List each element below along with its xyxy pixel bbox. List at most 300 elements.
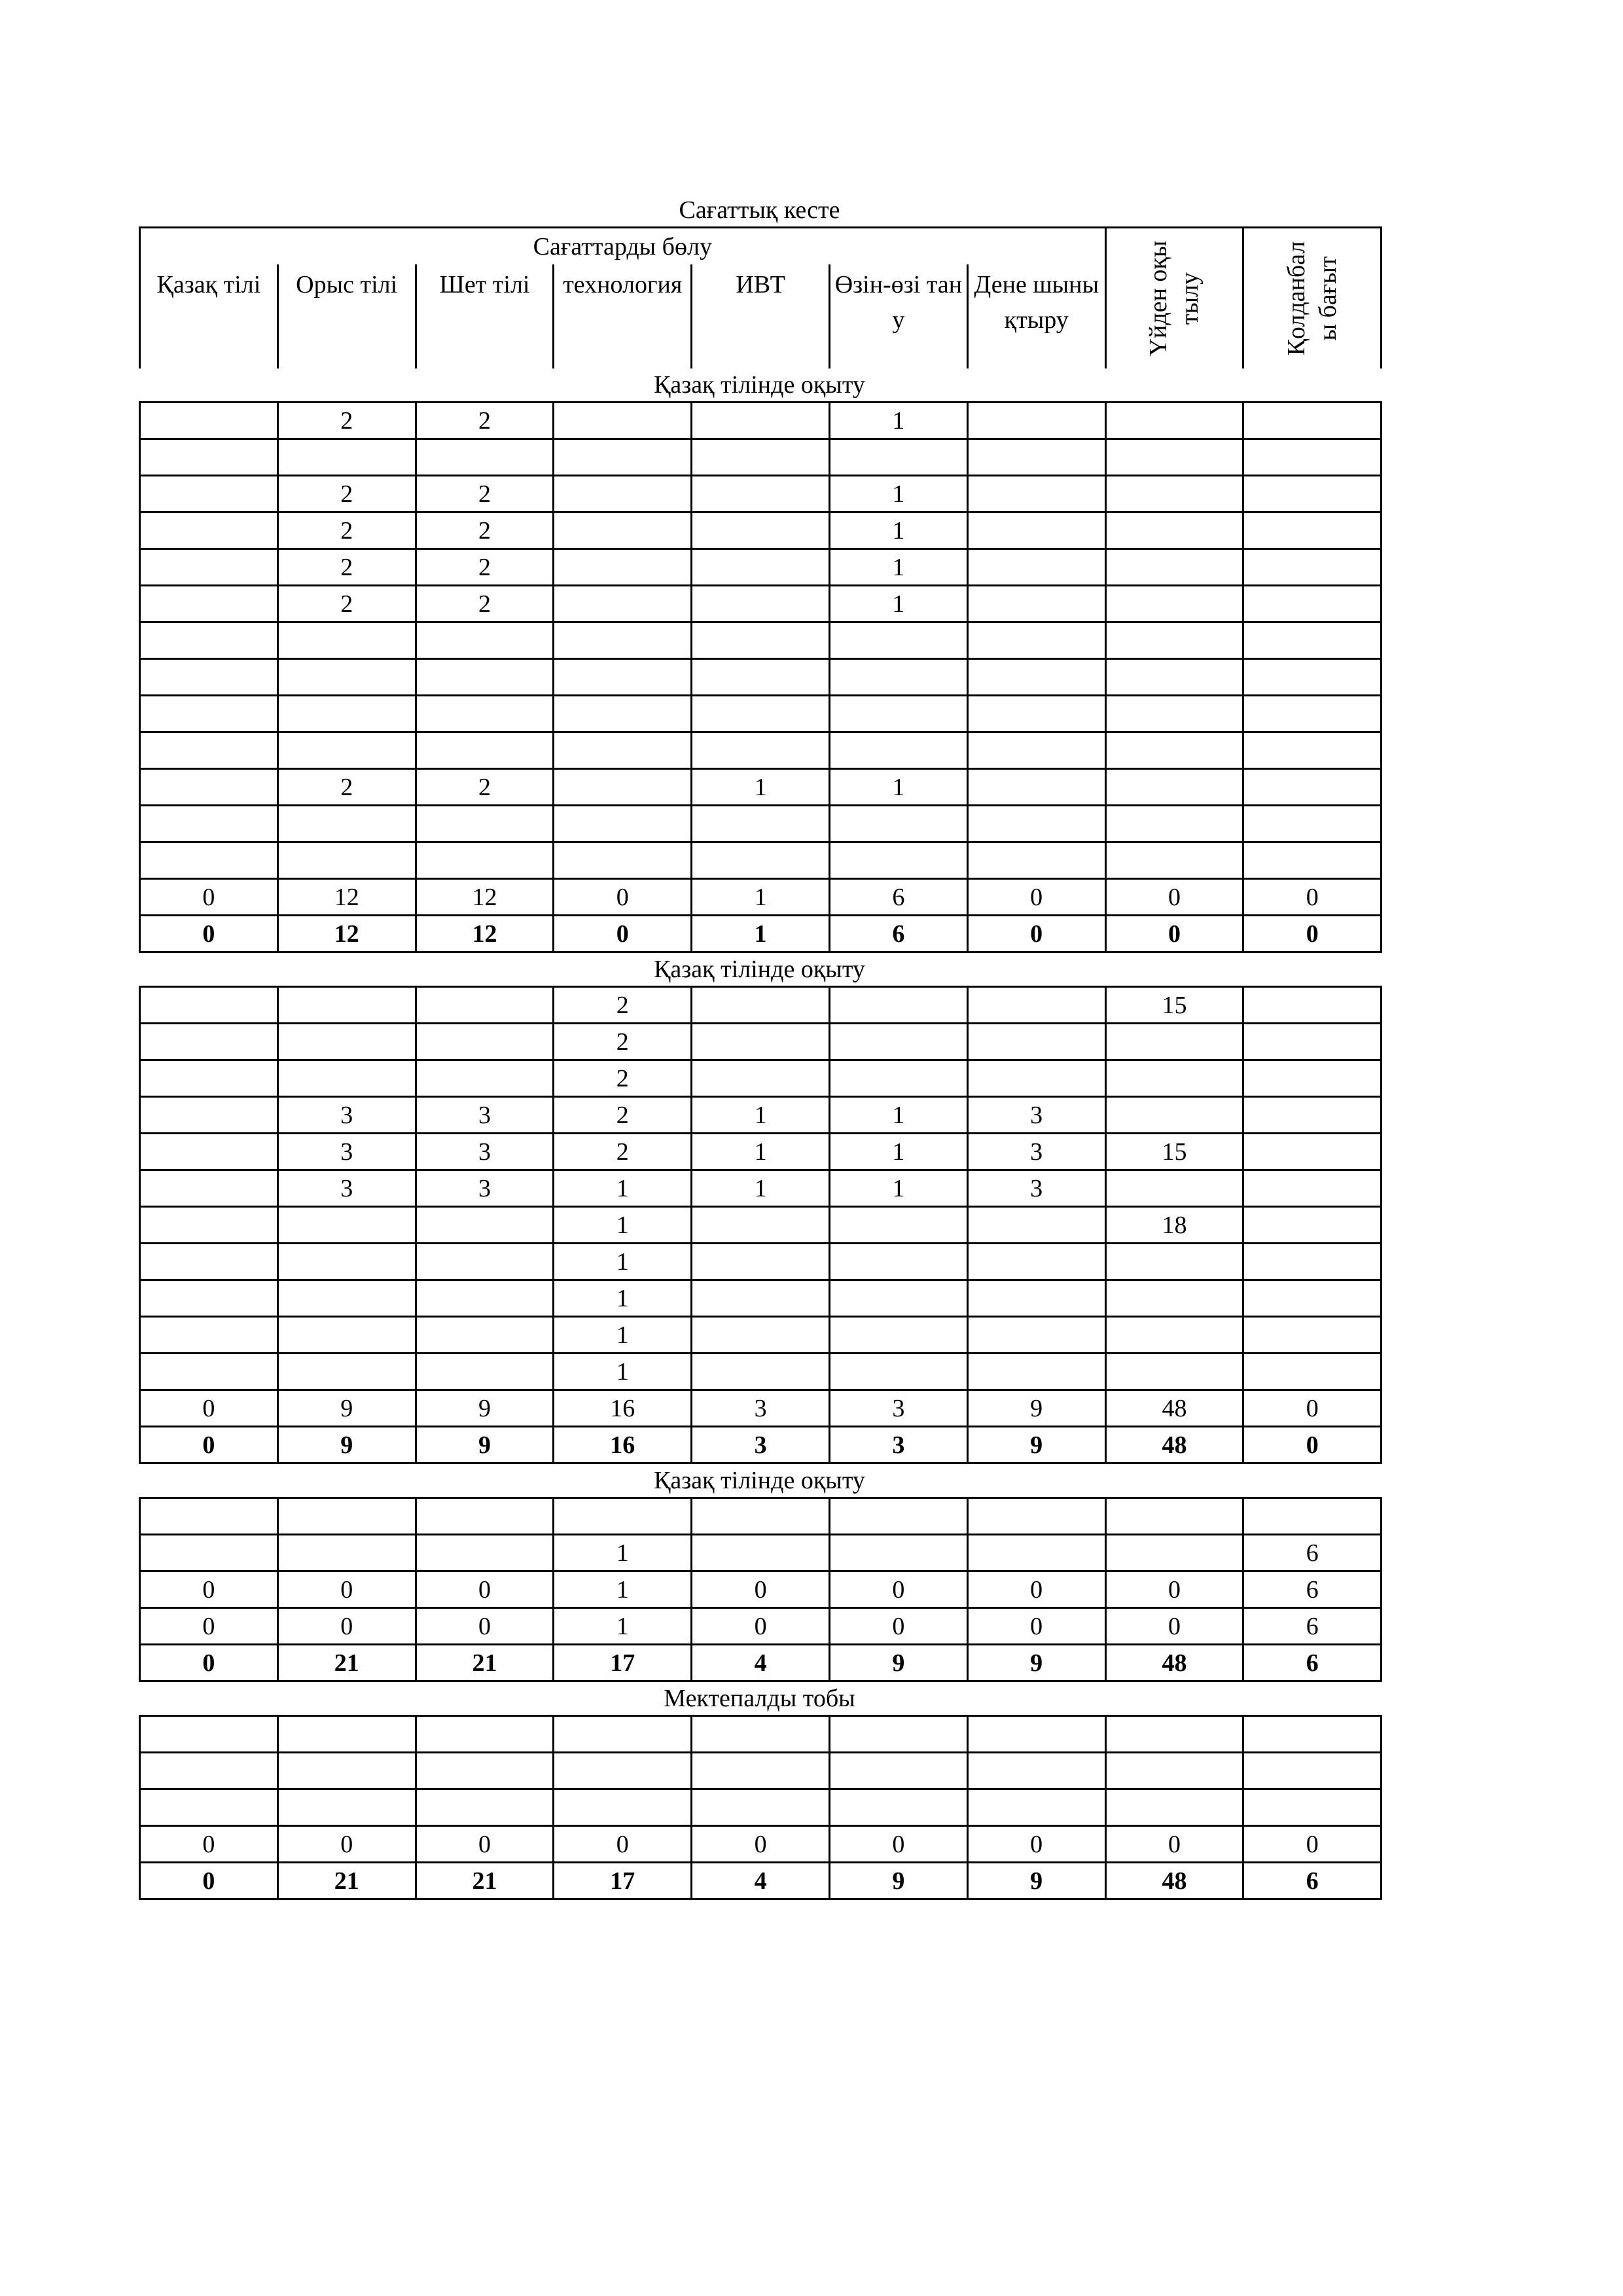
table-cell: 1 [554, 1170, 692, 1207]
table-cell [140, 1535, 278, 1571]
table-cell [140, 1789, 278, 1826]
table-cell [1243, 696, 1382, 732]
table-row [140, 1060, 1382, 1097]
table-cell [140, 1207, 278, 1244]
table-cell [1243, 1716, 1382, 1753]
total-cell: 0 [140, 1863, 278, 1899]
table-cell [1105, 696, 1243, 732]
table-cell [692, 1716, 830, 1753]
table-cell: 6 [1243, 1571, 1382, 1608]
table-cell [967, 769, 1105, 806]
table-cell [829, 1060, 967, 1097]
table-cell [277, 1753, 416, 1789]
total-cell: 48 [1105, 1645, 1243, 1681]
header-column-label-0: Қазақ тілі [156, 271, 261, 298]
total-cell: 3 [692, 1427, 830, 1463]
table-cell [554, 476, 692, 512]
table-cell [1243, 659, 1382, 696]
table-cell [277, 1535, 416, 1571]
table-row [140, 1789, 1382, 1826]
table-cell: 1 [554, 1280, 692, 1317]
table-cell [1243, 769, 1382, 806]
table-cell [1243, 1498, 1382, 1535]
table-cell [692, 1535, 830, 1571]
table-cell [967, 659, 1105, 696]
document-title: Сағаттық кесте [679, 196, 840, 224]
table-cell: 1 [692, 879, 830, 916]
header-applied-direction [1243, 228, 1382, 369]
table-cell: 1 [829, 1170, 967, 1207]
table-cell [967, 1716, 1105, 1753]
table-cell: 3 [277, 1134, 416, 1170]
table-cell [829, 1244, 967, 1280]
table-cell [140, 403, 278, 439]
table-cell: 2 [277, 476, 416, 512]
header-column-label-6: Дене шынықтыру [974, 271, 1099, 334]
table-cell [1243, 732, 1382, 769]
table-cell [1243, 1317, 1382, 1354]
table-cell [829, 1535, 967, 1571]
table-cell: 0 [1243, 1826, 1382, 1863]
header-column-label-4: ИВТ [736, 271, 785, 298]
table-cell: 12 [416, 879, 554, 916]
section-caption: Қазақ тілінде оқыту [654, 371, 865, 399]
table-cell: 0 [277, 1571, 416, 1608]
table-row [140, 1244, 1382, 1280]
table-row [140, 1608, 1382, 1645]
table-cell: 15 [1105, 987, 1243, 1024]
table-row [140, 879, 1382, 916]
table-cell [140, 476, 278, 512]
table-cell [1105, 1753, 1243, 1789]
table-row [140, 1207, 1382, 1244]
table-row [140, 439, 1382, 476]
table-cell: 6 [829, 879, 967, 916]
table-row [140, 1571, 1382, 1608]
table-cell: 2 [277, 549, 416, 586]
total-cell: 0 [1243, 1427, 1382, 1463]
table-cell [967, 1280, 1105, 1317]
table-cell [967, 512, 1105, 549]
table-cell: 2 [554, 1060, 692, 1097]
total-row [140, 1427, 1382, 1463]
table-cell [829, 842, 967, 879]
table-cell [829, 622, 967, 659]
table-cell [692, 439, 830, 476]
table-cell [692, 987, 830, 1024]
table-row [140, 1716, 1382, 1753]
table-cell [1243, 439, 1382, 476]
table-cell [1105, 1716, 1243, 1753]
table-cell [277, 1354, 416, 1390]
table-cell: 1 [554, 1317, 692, 1354]
table-cell [277, 732, 416, 769]
total-cell: 0 [140, 916, 278, 952]
table-cell: 0 [140, 1571, 278, 1608]
table-cell [829, 1753, 967, 1789]
total-row [140, 1863, 1382, 1899]
table-row [140, 549, 1382, 586]
table-cell [416, 1024, 554, 1060]
table-cell [416, 696, 554, 732]
table-cell: 1 [554, 1571, 692, 1608]
table-cell [140, 1244, 278, 1280]
table-cell: 1 [554, 1354, 692, 1390]
section-table [139, 1715, 1382, 1900]
document-page [139, 190, 1380, 1900]
table-cell [829, 1280, 967, 1317]
table-cell [554, 549, 692, 586]
table-cell: 0 [416, 1571, 554, 1608]
table-cell [140, 439, 278, 476]
table-cell: 9 [277, 1390, 416, 1427]
table-cell [829, 1498, 967, 1535]
section-table [139, 1497, 1382, 1682]
section-table [139, 986, 1382, 1464]
table-cell [1105, 659, 1243, 696]
table-cell [692, 659, 830, 696]
table-cell: 3 [416, 1170, 554, 1207]
section-caption: Қазақ тілінде оқыту [654, 956, 865, 983]
table-cell [1105, 1498, 1243, 1535]
table-cell [1243, 1789, 1382, 1826]
total-cell: 21 [416, 1863, 554, 1899]
total-cell: 0 [1105, 916, 1243, 952]
table-cell [1105, 586, 1243, 622]
table-row [140, 732, 1382, 769]
table-cell [277, 1207, 416, 1244]
table-cell: 0 [1243, 879, 1382, 916]
table-cell [1105, 1097, 1243, 1134]
table-cell: 1 [692, 1170, 830, 1207]
table-cell [416, 439, 554, 476]
table-cell: 0 [554, 879, 692, 916]
table-cell [1105, 549, 1243, 586]
table-cell [692, 1789, 830, 1826]
table-cell [1105, 1060, 1243, 1097]
table-cell [554, 586, 692, 622]
table-cell [1105, 1354, 1243, 1390]
table-cell: 2 [416, 549, 554, 586]
table-cell [1243, 1244, 1382, 1280]
table-cell: 2 [416, 403, 554, 439]
table-cell [1105, 1280, 1243, 1317]
table-row [140, 806, 1382, 842]
table-cell [416, 1354, 554, 1390]
header-column-0 [140, 264, 278, 368]
table-cell [829, 732, 967, 769]
table-cell: 2 [416, 512, 554, 549]
table-row [140, 1753, 1382, 1789]
table-cell: 0 [967, 1571, 1105, 1608]
table-cell: 3 [277, 1097, 416, 1134]
header-group-row [140, 228, 1382, 265]
table-row [140, 842, 1382, 879]
table-cell [692, 1498, 830, 1535]
header-column-5 [829, 264, 967, 368]
table-cell: 2 [277, 403, 416, 439]
table-cell: 0 [277, 1608, 416, 1645]
table-cell [140, 987, 278, 1024]
table-cell [140, 1354, 278, 1390]
table-cell [1105, 1170, 1243, 1207]
table-cell [416, 1498, 554, 1535]
table-cell: 1 [554, 1608, 692, 1645]
table-cell [829, 1716, 967, 1753]
table-cell [277, 1716, 416, 1753]
table-cell: 3 [829, 1390, 967, 1427]
table-cell: 0 [140, 879, 278, 916]
table-cell [277, 1024, 416, 1060]
table-cell [140, 1716, 278, 1753]
table-cell [1243, 1024, 1382, 1060]
table-row [140, 659, 1382, 696]
total-cell: 0 [554, 916, 692, 952]
table-cell [554, 842, 692, 879]
total-cell: 9 [967, 1645, 1105, 1681]
table-cell: 3 [416, 1134, 554, 1170]
table-cell [1243, 476, 1382, 512]
table-cell [554, 1753, 692, 1789]
table-cell [829, 659, 967, 696]
table-cell: 12 [277, 879, 416, 916]
table-cell: 0 [692, 1608, 830, 1645]
total-cell: 48 [1105, 1863, 1243, 1899]
table-cell: 3 [967, 1170, 1105, 1207]
table-cell [277, 1317, 416, 1354]
table-cell [554, 1789, 692, 1826]
table-cell [140, 696, 278, 732]
table-cell [416, 806, 554, 842]
total-cell: 21 [416, 1645, 554, 1681]
table-cell [967, 1244, 1105, 1280]
table-cell: 0 [140, 1608, 278, 1645]
table-row [140, 403, 1382, 439]
table-cell [967, 1207, 1105, 1244]
table-cell: 0 [140, 1390, 278, 1427]
table-cell [1243, 806, 1382, 842]
table-cell [1243, 549, 1382, 586]
table-cell: 1 [554, 1535, 692, 1571]
table-row [140, 622, 1382, 659]
table-cell [1243, 1170, 1382, 1207]
table-cell [1105, 1789, 1243, 1826]
table-cell [277, 1789, 416, 1826]
table-cell [1243, 1207, 1382, 1244]
table-cell [140, 1753, 278, 1789]
table-cell [967, 476, 1105, 512]
header-column-label-1: Орыс тілі [296, 271, 398, 298]
table-cell [967, 987, 1105, 1024]
table-cell [829, 1789, 967, 1826]
table-cell [416, 1244, 554, 1280]
table-cell [140, 622, 278, 659]
table-cell: 0 [1105, 1571, 1243, 1608]
header-column-1 [277, 264, 416, 368]
table-cell [967, 732, 1105, 769]
section-caption: Қазақ тілінде оқыту [654, 1467, 865, 1494]
table-row [140, 1170, 1382, 1207]
table-cell: 2 [277, 586, 416, 622]
table-cell [416, 622, 554, 659]
table-row [140, 1024, 1382, 1060]
table-cell: 1 [692, 769, 830, 806]
table-cell: 3 [692, 1390, 830, 1427]
table-row [140, 586, 1382, 622]
table-cell: 1 [829, 586, 967, 622]
table-cell [967, 1317, 1105, 1354]
table-cell [967, 1354, 1105, 1390]
table-cell [1243, 512, 1382, 549]
table-cell [692, 512, 830, 549]
table-cell [140, 586, 278, 622]
table-cell: 1 [829, 769, 967, 806]
total-cell: 21 [277, 1863, 416, 1899]
total-cell: 0 [140, 1427, 278, 1463]
table-cell: 3 [416, 1097, 554, 1134]
table-row [140, 987, 1382, 1024]
table-cell [1243, 1097, 1382, 1134]
vertical-label-home-schooling: Үйден оқытылу [1145, 240, 1204, 357]
table-cell: 2 [277, 512, 416, 549]
total-cell: 21 [277, 1645, 416, 1681]
table-cell [692, 403, 830, 439]
table-cell [1243, 1354, 1382, 1390]
table-cell [140, 659, 278, 696]
table-cell: 6 [1243, 1608, 1382, 1645]
table-cell: 1 [692, 1134, 830, 1170]
total-row [140, 916, 1382, 952]
table-cell [692, 842, 830, 879]
table-cell [1105, 732, 1243, 769]
table-cell: 15 [1105, 1134, 1243, 1170]
table-row [140, 1498, 1382, 1535]
table-cell [416, 1317, 554, 1354]
table-cell [277, 696, 416, 732]
table-cell [416, 1207, 554, 1244]
header-table [139, 226, 1382, 368]
table-cell [829, 439, 967, 476]
table-cell [416, 732, 554, 769]
total-cell: 6 [1243, 1863, 1382, 1899]
table-row [140, 1097, 1382, 1134]
table-cell [1243, 1134, 1382, 1170]
table-cell [1105, 769, 1243, 806]
table-cell [967, 549, 1105, 586]
table-cell: 1 [829, 476, 967, 512]
table-cell [277, 1244, 416, 1280]
total-cell: 0 [1243, 916, 1382, 952]
table-cell: 0 [1243, 1390, 1382, 1427]
table-cell [140, 806, 278, 842]
table-cell [277, 842, 416, 879]
table-cell: 1 [829, 1134, 967, 1170]
table-cell: 9 [967, 1390, 1105, 1427]
table-cell [554, 1498, 692, 1535]
table-cell [692, 1060, 830, 1097]
table-cell [140, 1170, 278, 1207]
table-cell: 0 [1105, 1826, 1243, 1863]
total-cell: 12 [277, 916, 416, 952]
table-cell [1105, 403, 1243, 439]
total-cell: 3 [829, 1427, 967, 1463]
table-cell [554, 622, 692, 659]
table-cell: 16 [554, 1390, 692, 1427]
table-cell [829, 806, 967, 842]
table-cell: 2 [416, 769, 554, 806]
table-cell: 48 [1105, 1390, 1243, 1427]
table-cell [140, 732, 278, 769]
table-cell [829, 1354, 967, 1390]
header-group-label: Сағаттарды бөлу [140, 228, 1106, 265]
table-cell: 2 [554, 1024, 692, 1060]
table-cell: 0 [967, 879, 1105, 916]
table-cell [692, 549, 830, 586]
table-cell [554, 659, 692, 696]
table-cell [140, 1097, 278, 1134]
table-cell [140, 512, 278, 549]
total-cell: 9 [967, 1427, 1105, 1463]
table-row [140, 1280, 1382, 1317]
table-cell [277, 1280, 416, 1317]
table-cell: 0 [1105, 1608, 1243, 1645]
table-cell [692, 1354, 830, 1390]
total-cell: 9 [829, 1863, 967, 1899]
table-cell [967, 1535, 1105, 1571]
table-cell [416, 1535, 554, 1571]
table-cell: 0 [829, 1608, 967, 1645]
table-row [140, 696, 1382, 732]
total-cell: 48 [1105, 1427, 1243, 1463]
table-cell [829, 1317, 967, 1354]
table-cell [967, 1789, 1105, 1826]
header-column-label-3: технология [563, 271, 683, 298]
table-cell [967, 586, 1105, 622]
table-cell [967, 439, 1105, 476]
table-cell [277, 1498, 416, 1535]
sections-container [139, 368, 1380, 1900]
header-column-6 [967, 264, 1105, 368]
table-cell [140, 842, 278, 879]
table-cell [1105, 622, 1243, 659]
total-cell: 0 [967, 916, 1105, 952]
table-cell [692, 696, 830, 732]
table-cell [1243, 622, 1382, 659]
table-cell [554, 806, 692, 842]
vertical-label-applied-direction: Қолданбалы бағыт [1283, 241, 1342, 356]
total-cell: 9 [277, 1427, 416, 1463]
table-cell [277, 439, 416, 476]
table-cell [416, 1789, 554, 1826]
table-cell [1105, 806, 1243, 842]
table-cell [1105, 476, 1243, 512]
table-cell [1105, 512, 1243, 549]
table-cell [1105, 439, 1243, 476]
total-cell: 6 [1243, 1645, 1382, 1681]
table-cell [692, 622, 830, 659]
table-cell: 0 [967, 1826, 1105, 1863]
table-cell: 0 [416, 1608, 554, 1645]
table-cell [829, 1207, 967, 1244]
table-cell [692, 586, 830, 622]
table-cell [692, 732, 830, 769]
table-cell: 0 [1105, 879, 1243, 916]
header-column-3 [554, 264, 692, 368]
table-cell [967, 622, 1105, 659]
total-cell: 4 [692, 1645, 830, 1681]
total-cell: 6 [829, 916, 967, 952]
table-cell [554, 696, 692, 732]
